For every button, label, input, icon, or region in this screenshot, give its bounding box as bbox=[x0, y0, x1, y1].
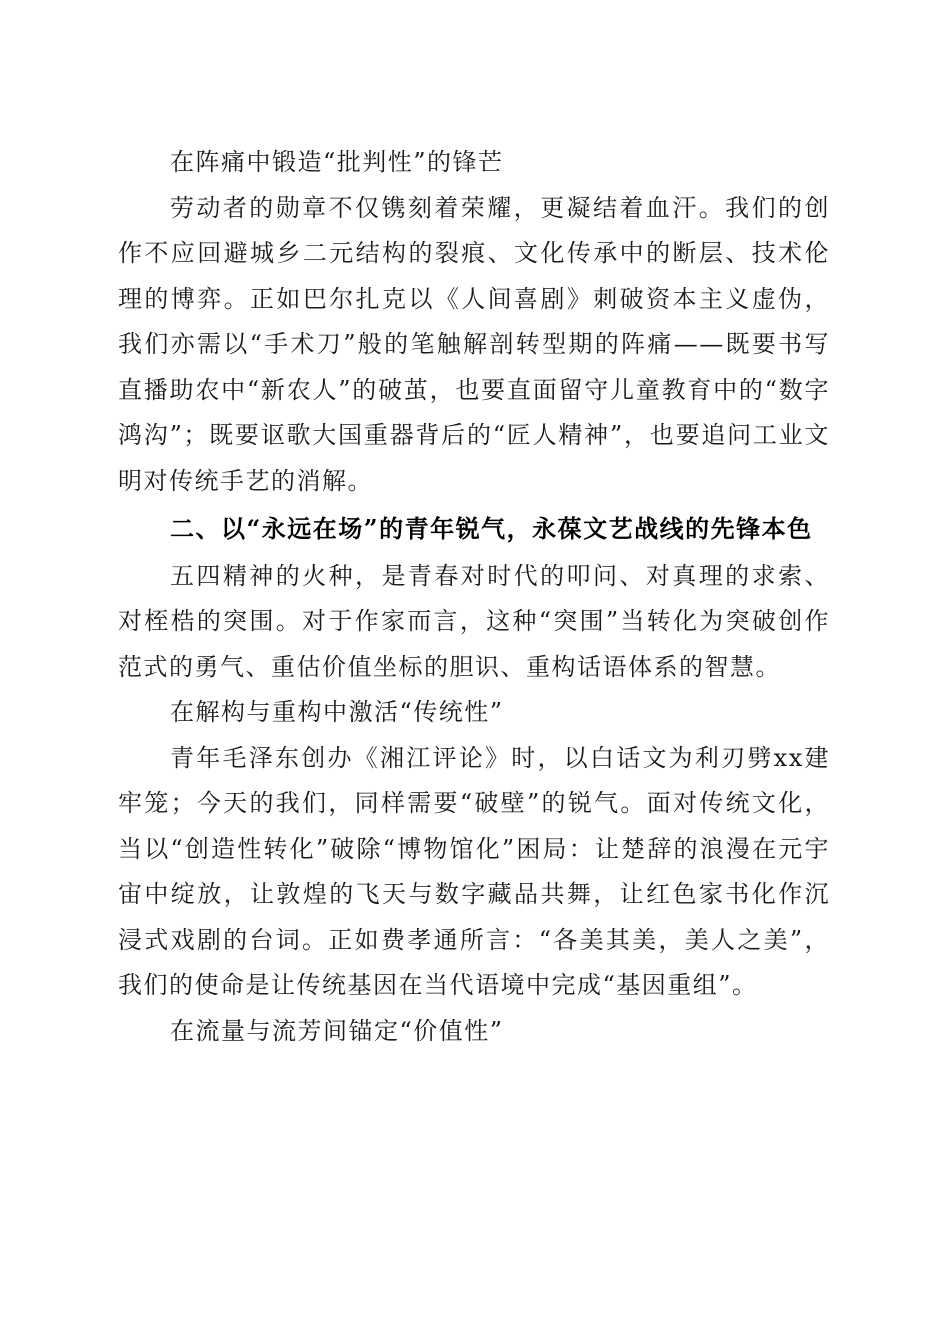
subheading-anchor-value: 在流量与流芳间锚定“价值性” bbox=[170, 1016, 504, 1045]
document-body bbox=[118, 140, 830, 1054]
paragraph-may-fourth-spirit: 五四精神的火种，是青春对时代的叩问、对真理的求索、对桎梏的突围。对于作家而言，这种“突围”当转化为突破创作范式的勇气、重估价值坐标的胆识、重构话语体系的智慧。 bbox=[118, 561, 830, 681]
paragraph-workers-medal: 劳动者的勋章不仅镌刻着荣耀，更凝结着血汗。我们的创作不应回避城乡二元结构的裂痕、文化传承中的断层、技术伦理的博弈。正如巴尔扎克以《人间喜剧》刺破资本主义虚伪，我们亦需以“手术刀”般的笔触解剖转型期的阵痛——既要书写直播助农中“新农人”的破茧，也要直面留守儿童教育中的“数字鸿沟”；既要讴歌大国重器背后的“匠人精神”，也要追问工业文明对传统手艺的消解。 bbox=[118, 193, 830, 495]
subheading-critical-edge: 在阵痛中锻造“批判性”的锋芒 bbox=[170, 148, 504, 176]
paragraph-xiangjiang-review: 青年毛泽东创办《湘江评论》时，以白话文为利刃劈xx建牢笼；今天的我们，同样需要“破壁”的锐气。面对传统文化，当以“创造性转化”破除“博物馆化”困局：让楚辞的浪漫在元宇宙中绽放，让敦煌的飞天与数字藏品共舞，让红色家书化作沉浸式戏剧的台词。正如费孝通所言：“各美其美，美人之美”，我们的使命是让传统基因在当代语境中完成“基因重组”。 bbox=[118, 743, 830, 999]
subheading-activate-tradition: 在解构与重构中激活“传统性” bbox=[170, 698, 504, 726]
section-heading-two: 二、以“永远在场”的青年锐气，永葆文艺战线的先锋本色 bbox=[170, 514, 813, 543]
